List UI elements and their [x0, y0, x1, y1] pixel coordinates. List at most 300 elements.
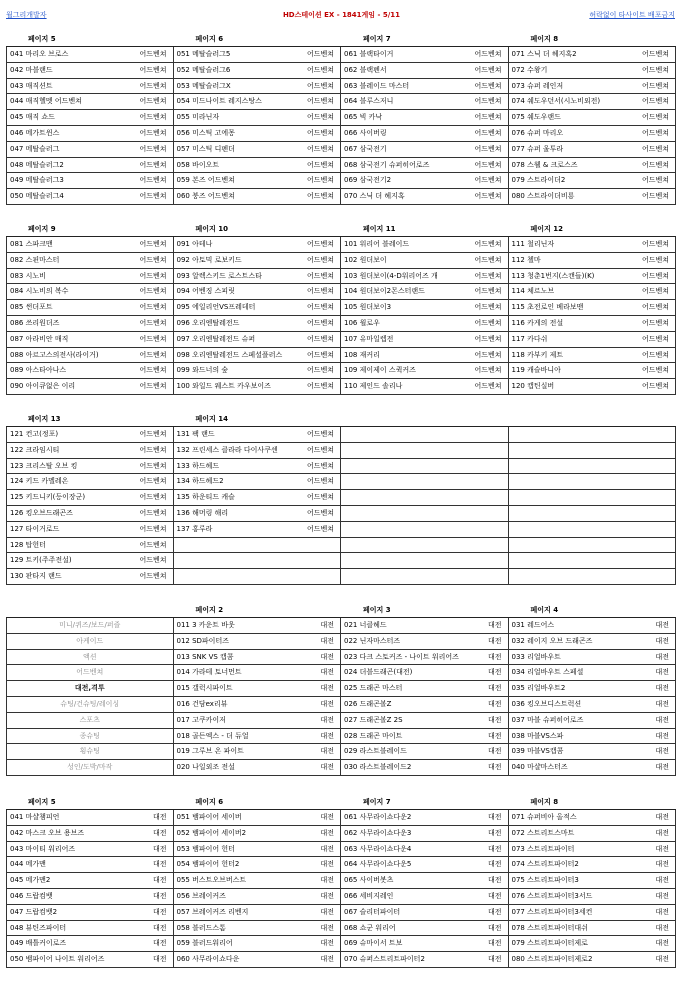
notice-link[interactable]: 허락없이 타사이트 배포금지 — [589, 11, 675, 19]
game-cell[interactable] — [341, 189, 509, 205]
game-cell[interactable] — [6, 269, 174, 285]
game-cell[interactable] — [341, 316, 509, 332]
game-cell[interactable] — [174, 173, 342, 189]
game-cell[interactable] — [174, 873, 342, 889]
game-cell[interactable] — [509, 921, 677, 937]
game-name: 059 본즈 어드벤쳐 — [176, 176, 235, 185]
genre-menu-item[interactable]: 대전,격투 — [6, 681, 174, 697]
game-cell[interactable] — [6, 158, 174, 174]
game-genre: 어드벤쳐 — [474, 65, 502, 74]
game-cell[interactable] — [174, 142, 342, 158]
game-cell[interactable] — [509, 697, 677, 713]
game-genre: 대전 — [655, 636, 669, 645]
page-heading: 페이지 14 — [195, 415, 228, 423]
game-genre: 어드벤쳐 — [306, 50, 334, 58]
game-cell[interactable] — [341, 348, 509, 364]
game-cell[interactable] — [509, 158, 677, 174]
game-genre: 대전 — [487, 923, 502, 932]
game-name: 078 스웰 & 크로스즈 — [511, 160, 578, 169]
game-cell[interactable] — [6, 126, 174, 142]
game-cell[interactable] — [509, 79, 677, 95]
game-cell[interactable] — [341, 857, 509, 873]
game-cell[interactable] — [6, 826, 174, 842]
game-cell[interactable] — [341, 300, 509, 316]
game-cell[interactable] — [341, 237, 509, 253]
game-cell[interactable] — [509, 47, 677, 63]
game-genre: 어드벤쳐 — [306, 508, 334, 517]
game-grid — [509, 426, 677, 585]
game-cell[interactable] — [341, 363, 509, 379]
game-cell[interactable] — [6, 189, 174, 205]
game-name: 047 메탈슬러그 — [10, 144, 60, 153]
game-name: 060 사무라이쇼다운 — [176, 955, 240, 964]
game-name: 041 마리오 브로스 — [10, 50, 69, 58]
game-genre: 대전 — [655, 715, 669, 724]
game-cell[interactable] — [509, 237, 677, 253]
game-name: 065 사이버봇츠 — [344, 876, 394, 885]
game-genre: 어드벤쳐 — [306, 334, 334, 343]
game-cell[interactable] — [6, 921, 174, 937]
game-cell[interactable] — [174, 253, 342, 269]
game-name: 068 쇼군 워리어 — [344, 923, 396, 932]
game-name: 022 닌자마스터즈 — [344, 636, 401, 645]
game-cell[interactable] — [509, 936, 677, 952]
game-cell[interactable] — [509, 94, 677, 110]
game-cell[interactable] — [341, 729, 509, 745]
game-genre: 어드벤쳐 — [306, 461, 334, 470]
game-cell[interactable] — [341, 760, 509, 776]
page-heading: 페이지 7 — [363, 798, 391, 806]
game-cell[interactable] — [6, 348, 174, 364]
game-name: 050 메탈슬러그4 — [10, 192, 64, 201]
game-cell[interactable] — [341, 332, 509, 348]
game-cell[interactable] — [509, 618, 677, 634]
game-name: 089 아스타아나스 — [10, 366, 67, 375]
game-name: 097 오리엔탈레전드 슈퍼 — [176, 334, 256, 343]
game-cell[interactable] — [174, 650, 342, 666]
page-column — [6, 795, 174, 968]
game-cell[interactable] — [509, 681, 677, 697]
game-cell[interactable] — [174, 47, 342, 63]
game-name: 110 제인드 솔리나 — [344, 382, 403, 391]
game-name: 052 메탈슬러그6 — [176, 65, 231, 74]
game-genre: 대전 — [152, 860, 167, 869]
genre-grid — [6, 617, 174, 776]
game-genre: 대전 — [655, 891, 669, 900]
game-cell[interactable] — [6, 173, 174, 189]
game-cell[interactable] — [174, 189, 342, 205]
game-name: 112 첼마 — [511, 255, 541, 264]
game-cell[interactable] — [174, 332, 342, 348]
game-cell — [509, 506, 677, 522]
game-cell[interactable] — [6, 316, 174, 332]
game-cell[interactable] — [174, 459, 342, 475]
game-cell[interactable] — [509, 826, 677, 842]
game-genre: 대전 — [655, 684, 669, 693]
game-cell[interactable] — [509, 300, 677, 316]
game-genre: 어드벤쳐 — [306, 318, 334, 327]
game-name: 046 메가트윈스 — [10, 128, 60, 137]
author-link[interactable]: 월그리개발자 — [6, 11, 47, 19]
game-cell[interactable] — [174, 284, 342, 300]
game-cell[interactable] — [174, 379, 342, 395]
game-cell[interactable] — [509, 63, 677, 79]
game-name: 033 리얼바우트 — [511, 652, 561, 661]
game-cell[interactable] — [509, 348, 677, 364]
page-column — [341, 32, 509, 205]
game-name: 131 팩 랜드 — [176, 430, 215, 438]
game-cell[interactable] — [6, 459, 174, 475]
game-cell[interactable] — [341, 253, 509, 269]
game-name: 037 마블 슈퍼히어로즈 — [511, 715, 584, 724]
game-cell[interactable] — [509, 269, 677, 285]
game-cell[interactable] — [6, 94, 174, 110]
game-cell[interactable] — [509, 634, 677, 650]
game-cell[interactable] — [341, 665, 509, 681]
game-grid — [341, 617, 509, 776]
game-cell[interactable] — [174, 269, 342, 285]
game-cell[interactable] — [509, 760, 677, 776]
game-cell[interactable] — [341, 47, 509, 63]
game-genre: 어드벤쳐 — [641, 113, 669, 122]
game-cell[interactable] — [509, 842, 677, 858]
game-cell[interactable] — [6, 63, 174, 79]
game-genre: 어드벤쳐 — [474, 176, 502, 185]
game-cell[interactable] — [341, 618, 509, 634]
game-cell[interactable] — [174, 158, 342, 174]
game-cell[interactable] — [509, 332, 677, 348]
genre-menu-item[interactable]: 성인/도박/마작 — [6, 760, 174, 776]
game-cell[interactable] — [174, 760, 342, 776]
game-cell[interactable] — [174, 697, 342, 713]
game-genre: 대전 — [655, 955, 669, 964]
game-cell[interactable] — [341, 126, 509, 142]
game-cell[interactable] — [509, 873, 677, 889]
game-cell[interactable] — [341, 79, 509, 95]
game-name: 059 블러드워리어 — [176, 939, 233, 948]
genre-menu-item[interactable]: 아케이드 — [6, 634, 174, 650]
game-cell[interactable] — [174, 443, 342, 459]
game-genre: 어드벤쳐 — [306, 477, 334, 486]
game-grid — [6, 809, 174, 968]
game-cell[interactable] — [174, 110, 342, 126]
game-name: 061 사무라이쇼다운2 — [344, 813, 412, 821]
game-grid — [341, 809, 509, 968]
game-name: 116 카게의 전설 — [511, 318, 564, 327]
game-genre: 어드벤쳐 — [474, 113, 502, 122]
page-heading: 페이지 7 — [363, 35, 391, 43]
game-cell[interactable] — [174, 810, 342, 826]
game-cell[interactable] — [174, 126, 342, 142]
game-genre: 어드벤쳐 — [641, 97, 669, 106]
game-cell[interactable] — [341, 284, 509, 300]
game-cell[interactable] — [341, 269, 509, 285]
game-cell[interactable] — [509, 284, 677, 300]
game-cell[interactable] — [341, 110, 509, 126]
game-name: 028 드래곤 마이트 — [344, 731, 403, 740]
game-cell[interactable] — [341, 921, 509, 937]
game-cell — [341, 506, 509, 522]
game-cell[interactable] — [509, 379, 677, 395]
game-cell[interactable] — [174, 744, 342, 760]
game-name: 057 미스틱 디펜더 — [176, 144, 235, 153]
game-cell[interactable] — [6, 284, 174, 300]
genre-menu-item[interactable]: 미니/퀴즈/보드/퍼즐 — [6, 618, 174, 634]
game-name: 117 카다쉬 — [511, 334, 548, 343]
game-cell[interactable] — [6, 857, 174, 873]
game-cell[interactable] — [509, 665, 677, 681]
game-cell[interactable] — [509, 857, 677, 873]
genre-menu-item[interactable]: 스포츠 — [6, 713, 174, 729]
game-cell[interactable] — [6, 379, 174, 395]
game-name: 025 드래곤 마스터 — [344, 684, 403, 693]
game-genre: 어드벤쳐 — [139, 255, 167, 264]
game-name: 041 마샬챔피언 — [10, 813, 60, 821]
game-cell[interactable] — [341, 63, 509, 79]
game-cell[interactable] — [341, 905, 509, 921]
game-cell[interactable] — [6, 553, 174, 569]
game-cell[interactable] — [341, 826, 509, 842]
game-cell[interactable] — [174, 490, 342, 506]
game-cell[interactable] — [341, 936, 509, 952]
game-cell[interactable] — [6, 842, 174, 858]
game-name: 080 스트라이더비룡 — [511, 192, 575, 201]
game-cell[interactable] — [509, 126, 677, 142]
game-cell[interactable] — [174, 729, 342, 745]
game-cell[interactable] — [6, 952, 174, 968]
game-cell[interactable] — [341, 173, 509, 189]
game-genre: 어드벤쳐 — [139, 508, 167, 517]
game-cell[interactable] — [6, 110, 174, 126]
genre-menu-item[interactable]: 종슈팅 — [6, 729, 174, 745]
game-name: 084 시노비의 복수 — [10, 287, 69, 296]
game-name: 106 윌로우 — [344, 318, 380, 327]
game-cell[interactable] — [174, 300, 342, 316]
game-cell[interactable] — [6, 905, 174, 921]
game-genre: 대전 — [320, 907, 334, 916]
game-genre: 어드벤쳐 — [306, 255, 334, 264]
game-cell[interactable] — [341, 650, 509, 666]
game-name: 038 마블VS스파 — [511, 731, 564, 740]
game-name: 078 스트리트파이터대쉬 — [511, 923, 588, 932]
game-name: 044 매직헬멧 어드벤쳐 — [10, 97, 82, 106]
game-cell[interactable] — [6, 810, 174, 826]
game-cell[interactable] — [509, 316, 677, 332]
game-name: 045 매직 쇼드 — [10, 113, 55, 122]
game-genre: 어드벤쳐 — [641, 144, 669, 153]
game-name: 063 사무라이쇼다운4 — [344, 844, 412, 853]
game-name: 087 아라비안 매직 — [10, 334, 69, 343]
game-cell[interactable] — [6, 569, 174, 585]
game-cell[interactable] — [509, 905, 677, 921]
game-genre: 어드벤쳐 — [474, 287, 502, 296]
game-genre: 대전 — [320, 955, 334, 964]
game-cell[interactable] — [6, 300, 174, 316]
game-name: 015 갤럭시파이트 — [176, 684, 233, 693]
game-cell[interactable] — [6, 936, 174, 952]
game-genre: 대전 — [152, 844, 167, 853]
game-cell[interactable] — [509, 713, 677, 729]
game-cell[interactable] — [341, 713, 509, 729]
game-name: 048 뷰틴즈파이터 — [10, 923, 67, 932]
game-cell[interactable] — [174, 522, 342, 538]
game-cell[interactable] — [509, 189, 677, 205]
game-genre: 대전 — [320, 652, 334, 661]
game-genre: 대전 — [487, 876, 502, 885]
game-grid — [509, 46, 677, 205]
genre-menu-item[interactable]: 횡슈팅 — [6, 744, 174, 760]
game-cell[interactable] — [509, 110, 677, 126]
game-cell[interactable] — [174, 94, 342, 110]
game-grid — [174, 426, 342, 585]
game-cell[interactable] — [174, 427, 342, 443]
game-cell[interactable] — [509, 889, 677, 905]
game-cell[interactable] — [174, 474, 342, 490]
game-cell[interactable] — [509, 744, 677, 760]
game-cell[interactable] — [174, 79, 342, 95]
game-genre: 어드벤쳐 — [474, 318, 502, 327]
genre-menu-item[interactable]: 어드벤쳐 — [6, 665, 174, 681]
game-name: 051 메탈슬러그5 — [176, 50, 231, 58]
game-cell[interactable] — [174, 842, 342, 858]
game-cell — [341, 553, 509, 569]
game-genre: 어드벤쳐 — [139, 366, 167, 375]
game-cell[interactable] — [174, 634, 342, 650]
game-cell[interactable] — [174, 348, 342, 364]
game-genre: 대전 — [655, 907, 669, 916]
game-cell[interactable] — [509, 363, 677, 379]
game-cell[interactable] — [341, 842, 509, 858]
game-name: 070 스닉 더 헤지혹 — [344, 192, 405, 201]
game-name: 060 붕즈 어드벤쳐 — [176, 192, 235, 201]
game-genre: 어드벤쳐 — [306, 366, 334, 375]
game-cell[interactable] — [341, 952, 509, 968]
game-name: 077 슈퍼 울투라 — [511, 144, 564, 153]
game-name: 115 초전로인 베라보맨 — [511, 303, 584, 312]
game-genre: 어드벤쳐 — [139, 50, 167, 58]
game-cell[interactable] — [174, 237, 342, 253]
game-cell[interactable] — [6, 889, 174, 905]
game-cell[interactable] — [174, 905, 342, 921]
game-name: 093 알렉스키드 로스트스타 — [176, 271, 262, 280]
game-cell[interactable] — [341, 697, 509, 713]
game-cell[interactable] — [509, 810, 677, 826]
game-cell[interactable] — [509, 173, 677, 189]
genre-menu-item[interactable]: 슈팅/건슈팅/레이싱 — [6, 697, 174, 713]
game-genre: 어드벤쳐 — [139, 65, 167, 74]
game-cell[interactable] — [174, 952, 342, 968]
game-cell[interactable] — [174, 506, 342, 522]
game-name: 094 어벤징 스피릿 — [176, 287, 235, 296]
game-cell[interactable] — [341, 94, 509, 110]
page-column — [509, 412, 677, 585]
game-cell[interactable] — [174, 857, 342, 873]
game-cell[interactable] — [509, 253, 677, 269]
game-cell[interactable] — [509, 729, 677, 745]
game-cell[interactable] — [341, 681, 509, 697]
game-genre: 대전 — [320, 860, 334, 869]
game-cell[interactable] — [174, 618, 342, 634]
game-name: 067 삼국전기 — [344, 144, 387, 153]
game-cell[interactable] — [6, 142, 174, 158]
game-cell[interactable] — [6, 427, 174, 443]
game-genre: 어드벤쳐 — [306, 144, 334, 153]
game-cell[interactable] — [341, 810, 509, 826]
game-cell[interactable] — [174, 363, 342, 379]
game-cell — [509, 427, 677, 443]
game-cell[interactable] — [341, 379, 509, 395]
game-cell[interactable] — [174, 826, 342, 842]
game-name: 056 브레이커즈 — [176, 891, 226, 900]
game-cell[interactable] — [6, 363, 174, 379]
game-cell[interactable] — [6, 79, 174, 95]
game-cell[interactable] — [6, 47, 174, 63]
game-cell[interactable] — [509, 650, 677, 666]
game-cell[interactable] — [6, 443, 174, 459]
game-grid — [6, 426, 174, 585]
game-cell[interactable] — [6, 522, 174, 538]
game-cell[interactable] — [6, 538, 174, 554]
page-column — [6, 32, 174, 205]
game-cell[interactable] — [6, 474, 174, 490]
game-cell[interactable] — [174, 921, 342, 937]
game-cell[interactable] — [6, 506, 174, 522]
game-cell[interactable] — [174, 889, 342, 905]
game-cell[interactable] — [6, 237, 174, 253]
game-genre: 어드벤쳐 — [139, 97, 167, 106]
game-cell[interactable] — [509, 952, 677, 968]
game-name: 136 해머링 해리 — [176, 508, 229, 517]
game-cell[interactable] — [6, 490, 174, 506]
game-cell — [341, 427, 509, 443]
game-cell[interactable] — [341, 158, 509, 174]
game-cell[interactable] — [174, 63, 342, 79]
game-cell[interactable] — [341, 889, 509, 905]
game-cell[interactable] — [6, 873, 174, 889]
game-cell[interactable] — [174, 681, 342, 697]
genre-menu-item[interactable]: 액션 — [6, 650, 174, 666]
page-column — [341, 412, 509, 585]
game-cell[interactable] — [341, 744, 509, 760]
game-cell[interactable] — [341, 873, 509, 889]
page-heading: 페이지 4 — [530, 606, 559, 614]
game-cell[interactable] — [6, 253, 174, 269]
game-cell[interactable] — [509, 142, 677, 158]
game-genre: 어드벤쳐 — [306, 65, 334, 74]
game-cell[interactable] — [174, 316, 342, 332]
game-cell[interactable] — [6, 332, 174, 348]
game-name: 049 메탈슬러그3 — [10, 176, 64, 185]
game-genre: 어드벤쳐 — [474, 334, 502, 343]
game-genre: 어드벤쳐 — [474, 144, 502, 153]
game-name: 048 메탈슬러그2 — [10, 160, 64, 169]
game-name: 074 쉐도우던서(시노비외전) — [511, 97, 601, 106]
game-cell[interactable] — [174, 713, 342, 729]
game-genre: 대전 — [487, 907, 502, 916]
game-cell — [509, 474, 677, 490]
game-cell[interactable] — [174, 665, 342, 681]
game-genre: 어드벤쳐 — [139, 493, 167, 502]
game-genre: 대전 — [655, 923, 669, 932]
game-cell[interactable] — [341, 634, 509, 650]
page-column — [509, 603, 677, 776]
game-genre: 어드벤쳐 — [306, 287, 334, 296]
game-cell[interactable] — [174, 936, 342, 952]
game-genre: 어드벤쳐 — [139, 540, 167, 549]
page-heading: 페이지 2 — [195, 606, 224, 614]
game-cell[interactable] — [341, 142, 509, 158]
game-name: 071 슈퍼비아 올적스 — [511, 813, 577, 821]
